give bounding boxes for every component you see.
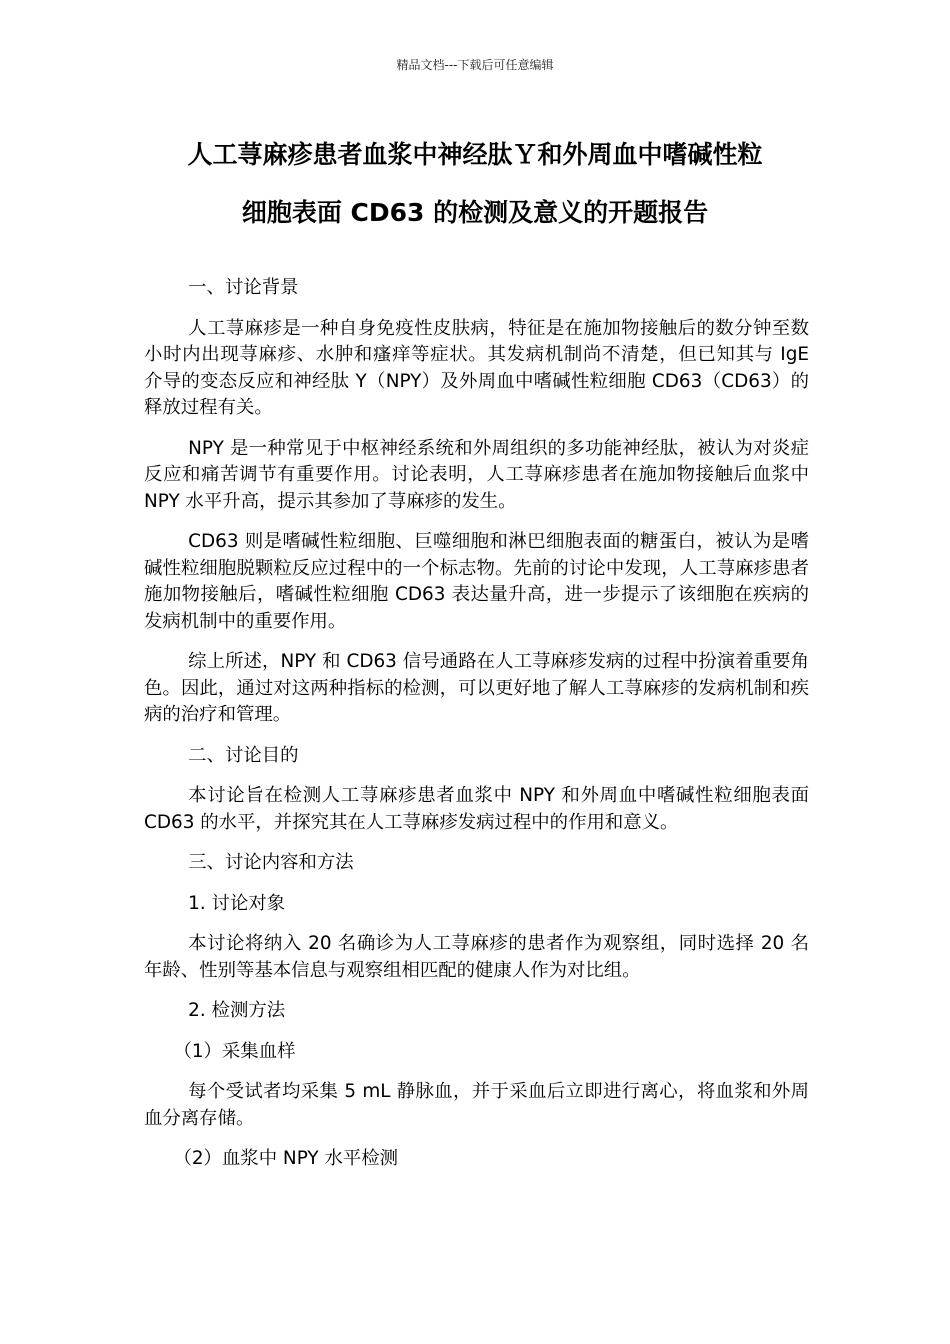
section-heading-methods: 三、讨论内容和方法 <box>188 852 354 873</box>
paragraph-background-4: 综上所述，NPY 和 CD63 信号通路在人工荨麻疹发病的过程中扮演着重要角色。因此，通过对这两种指标的检测，可以更好地了解人工荨麻疹的发病机制和疾病的治疗和管理。 <box>144 651 809 725</box>
list-item-blood-collection: （1）采集血样 <box>173 1040 296 1062</box>
list-item-npy-detection: （2）血浆中 NPY 水平检测 <box>173 1148 399 1169</box>
subsection-detection-methods: 2. 检测方法 <box>188 1000 286 1021</box>
section-heading-background: 一、讨论背景 <box>188 277 299 298</box>
paragraph-subjects: 本讨论将纳入 20 名确诊为人工荨麻疹的患者作为观察组，同时选择 20 名年龄、性别等基本信息与观察组相匹配的健康人作为对比组。 <box>144 933 809 981</box>
document-body <box>144 275 809 1187</box>
document-title-line-1: 人工荨麻疹患者血浆中神经肽Ｙ和外周血中嗜碱性粒 <box>187 140 763 169</box>
paragraph-blood-collection: 每个受试者均采集 5 mL 静脉血，并于采血后立即进行离心，将血浆和外周血分离存储。 <box>144 1081 809 1129</box>
header-note: 精品文档---下载后可任意编辑 <box>396 58 554 72</box>
section-heading-purpose: 二、讨论目的 <box>188 744 299 766</box>
subsection-subjects: 1. 讨论对象 <box>188 892 286 914</box>
paragraph-background-1: 人工荨麻疹是一种自身免疫性皮肤病，特征是在施加物接触后的数分钟至数小时内出现荨麻疹、水肿和瘙痒等症状。其发病机制尚不清楚，但已知其与 IgE 介导的变态反应和神经肽 Y（NPY）及外周血中嗜碱性粒细胞 CD63（CD63）的释放过程有关。 <box>144 317 809 418</box>
document-title-line-2: 细胞表面 CD63 的检测及意义的开题报告 <box>241 198 709 227</box>
paragraph-background-3: CD63 则是嗜碱性粒细胞、巨噬细胞和淋巴细胞表面的糖蛋白，被认为是嗜碱性粒细胞脱颗粒反应过程中的一个标志物。先前的讨论中发现，人工荨麻疹患者施加物接触后，嗜碱性粒细胞 CD63 表达量升高，进一步提示了该细胞在疾病的发病机制中的重要作用。 <box>144 531 809 632</box>
paragraph-purpose: 本讨论旨在检测人工荨麻疹患者血浆中 NPY 和外周血中嗜碱性粒细胞表面 CD63 的水平，并探究其在人工荨麻疹发病过程中的作用和意义。 <box>144 785 809 833</box>
paragraph-background-2: NPY 是一种常见于中枢神经系统和外周组织的多功能神经肽，被认为对炎症反应和痛苦调节有重要作用。讨论表明，人工荨麻疹患者在施加物接触后血浆中 NPY 水平升高，提示其参加了荨麻疹的发生。 <box>144 437 809 512</box>
